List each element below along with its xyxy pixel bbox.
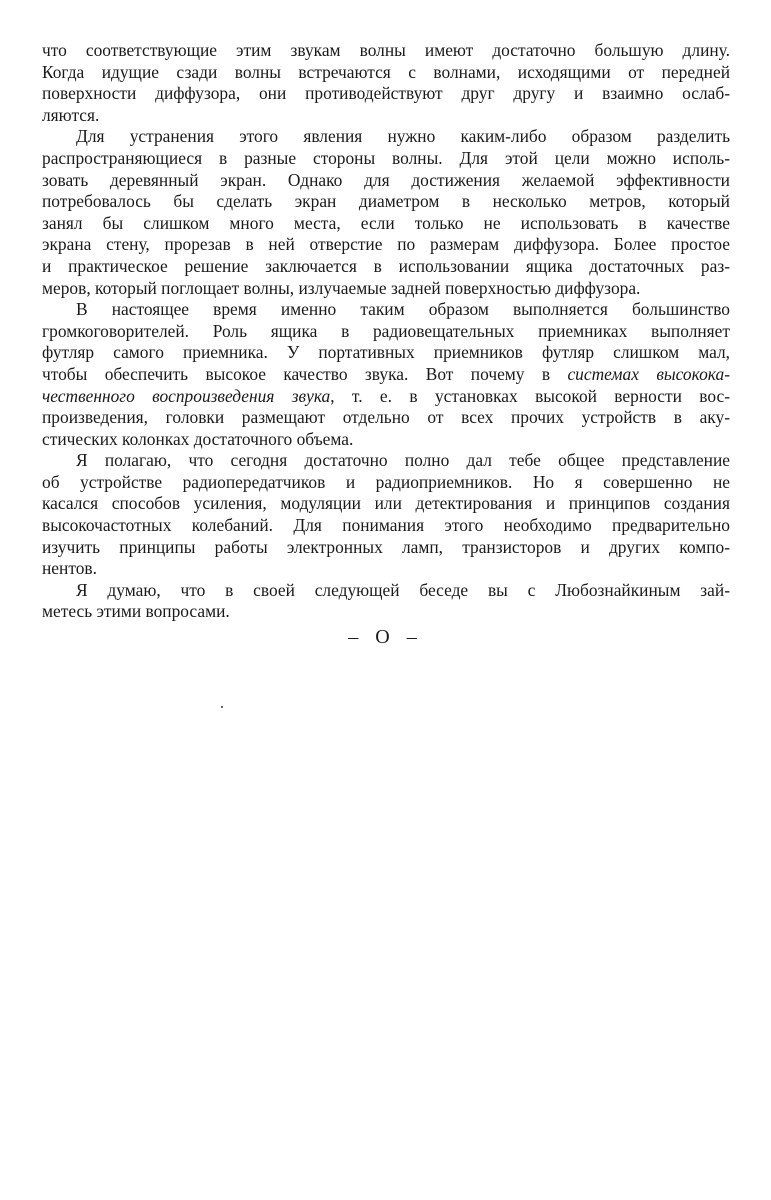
text-line: Я думаю, что в своей следующей беседе вы с Любознайкиным зай- — [76, 579, 730, 600]
text-line: и практическое решение заключается в использовании ящика достаточных раз- — [42, 255, 730, 276]
text-line: занял бы слишком много места, если только не использовать в качестве — [42, 212, 730, 233]
text-line: зовать деревянный экран. Однако для достижения желаемой эффективности — [42, 169, 730, 190]
text-line — [42, 364, 730, 386]
text-line: стических колонках достаточного объема. — [42, 428, 354, 449]
text-line: громкоговорителей. Роль ящика в радиовещательных приемниках выполняет — [42, 320, 730, 341]
text-line: распространяющиеся в разные стороны волны. Для этой цели можно исполь- — [42, 147, 730, 168]
text-line: высокочастотных колебаний. Для понимания этого необходимо предварительно — [42, 515, 730, 536]
italic-term: системах высокока- — [567, 363, 730, 384]
text-segment: чтобы обеспечить высокое качество звука. Вот почему в — [42, 363, 568, 384]
text-line: что соответствующие этим звукам волны имеют достаточно большую длину. — [42, 40, 730, 60]
paragraph-1 — [42, 40, 730, 126]
text-line: произведения, головки размещают отдельно от всех прочих устройств в аку- — [42, 407, 730, 428]
text-line: экрана стену, прорезав в ней отверстие по размерам диффузора. Более простое — [42, 234, 730, 255]
print-speck — [221, 706, 223, 708]
text-line: касался способов усиления, модуляции или детектирования и принципов создания — [42, 493, 730, 514]
paragraph-2 — [42, 126, 730, 299]
text-line: меров, который поглощает волны, излучаемые задней поверхностью диффузора. — [42, 277, 641, 298]
italic-term: чественного воспроизведения звука — [42, 385, 331, 406]
page-body — [42, 40, 730, 623]
text-line: футляр самого приемника. У портативных приемников футляр слишком мал, — [42, 342, 730, 363]
text-line: Для устранения этого явления нужно каким-либо образом разделить — [76, 126, 730, 147]
text-segment: , т. е. в установках высокой верности вос- — [330, 385, 730, 406]
text-line: поверхности диффузора, они противодействуют друг другу и взаимно ослаб- — [42, 83, 730, 104]
section-separator: – О – — [348, 626, 423, 648]
text-line: ляются. — [42, 104, 100, 125]
text-line: нентов. — [42, 558, 97, 579]
text-line: В настоящее время именно таким образом выполняется большинство — [76, 299, 730, 320]
paragraph-4 — [42, 450, 730, 580]
text-line — [42, 386, 730, 408]
paragraph-3 — [42, 299, 730, 450]
text-line: изучить принципы работы электронных ламп, транзисторов и других компо- — [42, 536, 730, 557]
text-line: метесь этими вопросами. — [42, 601, 230, 622]
text-line: Когда идущие сзади волны встречаются с волнами, исходящими от передней — [42, 61, 730, 82]
text-line: потребовалось бы сделать экран диаметром в несколько метров, который — [42, 191, 730, 212]
text-line: об устройстве радиопередатчиков и радиоприемников. Но я совершенно не — [42, 471, 730, 492]
paragraph-5 — [42, 580, 730, 623]
text-line: Я полагаю, что сегодня достаточно полно дал тебе общее представление — [76, 450, 730, 471]
